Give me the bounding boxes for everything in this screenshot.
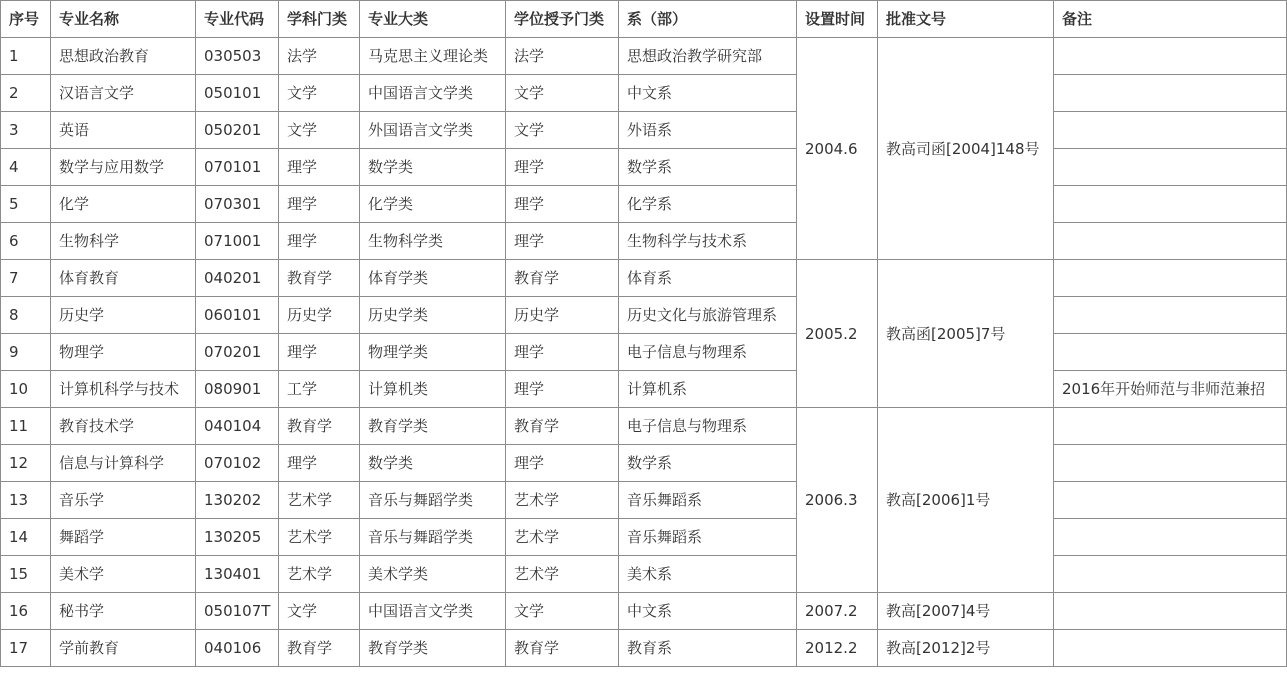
cell-no: 2 [1, 75, 51, 112]
header-no: 序号 [1, 1, 51, 38]
cell-major-name: 舞蹈学 [51, 519, 196, 556]
cell-note [1054, 149, 1287, 186]
cell-major-code: 071001 [196, 223, 279, 260]
header-degree: 学位授予门类 [506, 1, 619, 38]
header-code: 专业代码 [196, 1, 279, 38]
cell-degree: 艺术学 [506, 482, 619, 519]
cell-category: 马克思主义理论类 [360, 38, 506, 75]
cell-category: 化学类 [360, 186, 506, 223]
cell-major-code: 130401 [196, 556, 279, 593]
cell-no: 5 [1, 186, 51, 223]
cell-department: 中文系 [619, 75, 797, 112]
cell-department: 数学系 [619, 149, 797, 186]
table-row [1, 75, 1287, 112]
cell-discipline: 教育学 [279, 630, 360, 667]
cell-degree: 法学 [506, 38, 619, 75]
cell-discipline: 历史学 [279, 297, 360, 334]
cell-major-code: 130205 [196, 519, 279, 556]
cell-discipline: 文学 [279, 112, 360, 149]
cell-setup-date: 2005.2 [797, 260, 878, 408]
cell-major-code: 040104 [196, 408, 279, 445]
cell-department: 生物科学与技术系 [619, 223, 797, 260]
cell-note [1054, 260, 1287, 297]
cell-no: 9 [1, 334, 51, 371]
cell-category: 音乐与舞蹈学类 [360, 482, 506, 519]
cell-setup-date: 2012.2 [797, 630, 878, 667]
cell-major-code: 070201 [196, 334, 279, 371]
cell-note [1054, 75, 1287, 112]
cell-major-code: 130202 [196, 482, 279, 519]
cell-department: 音乐舞蹈系 [619, 519, 797, 556]
cell-no: 12 [1, 445, 51, 482]
cell-category: 体育学类 [360, 260, 506, 297]
cell-major-name: 英语 [51, 112, 196, 149]
cell-major-name: 数学与应用数学 [51, 149, 196, 186]
cell-setup-date: 2006.3 [797, 408, 878, 593]
table-row [1, 630, 1287, 667]
header-note: 备注 [1054, 1, 1287, 38]
cell-no: 14 [1, 519, 51, 556]
cell-major-code: 070301 [196, 186, 279, 223]
cell-discipline: 艺术学 [279, 519, 360, 556]
cell-major-code: 050201 [196, 112, 279, 149]
cell-approval-doc: 教高司函[2004]148号 [878, 38, 1054, 260]
cell-approval-doc: 教高[2012]2号 [878, 630, 1054, 667]
cell-major-name: 音乐学 [51, 482, 196, 519]
cell-department: 音乐舞蹈系 [619, 482, 797, 519]
cell-degree: 文学 [506, 593, 619, 630]
cell-major-name: 计算机科学与技术 [51, 371, 196, 408]
table-row [1, 556, 1287, 593]
cell-no: 4 [1, 149, 51, 186]
cell-note [1054, 593, 1287, 630]
cell-approval-doc: 教高[2006]1号 [878, 408, 1054, 593]
cell-degree: 理学 [506, 149, 619, 186]
cell-discipline: 文学 [279, 75, 360, 112]
cell-category: 计算机类 [360, 371, 506, 408]
cell-no: 17 [1, 630, 51, 667]
table-row [1, 186, 1287, 223]
cell-category: 中国语言文学类 [360, 75, 506, 112]
cell-no: 1 [1, 38, 51, 75]
header-dept: 系（部） [619, 1, 797, 38]
cell-discipline: 文学 [279, 593, 360, 630]
cell-degree: 理学 [506, 186, 619, 223]
cell-major-name: 秘书学 [51, 593, 196, 630]
cell-note [1054, 482, 1287, 519]
cell-setup-date: 2004.6 [797, 38, 878, 260]
cell-degree: 教育学 [506, 630, 619, 667]
cell-note [1054, 445, 1287, 482]
cell-no: 3 [1, 112, 51, 149]
cell-approval-doc: 教高[2007]4号 [878, 593, 1054, 630]
cell-major-name: 美术学 [51, 556, 196, 593]
cell-major-name: 生物科学 [51, 223, 196, 260]
cell-department: 化学系 [619, 186, 797, 223]
header-doc: 批准文号 [878, 1, 1054, 38]
table-body [1, 38, 1287, 667]
table-row [1, 593, 1287, 630]
cell-note [1054, 556, 1287, 593]
cell-discipline: 艺术学 [279, 482, 360, 519]
cell-major-name: 思想政治教育 [51, 38, 196, 75]
cell-major-code: 060101 [196, 297, 279, 334]
cell-major-name: 历史学 [51, 297, 196, 334]
header-row [1, 1, 1287, 38]
cell-no: 16 [1, 593, 51, 630]
cell-department: 数学系 [619, 445, 797, 482]
cell-department: 美术系 [619, 556, 797, 593]
cell-discipline: 法学 [279, 38, 360, 75]
cell-category: 教育学类 [360, 630, 506, 667]
cell-discipline: 理学 [279, 445, 360, 482]
cell-discipline: 理学 [279, 223, 360, 260]
cell-major-name: 教育技术学 [51, 408, 196, 445]
table-row [1, 334, 1287, 371]
cell-major-name: 汉语言文学 [51, 75, 196, 112]
cell-note [1054, 519, 1287, 556]
table-row [1, 371, 1287, 408]
cell-major-name: 物理学 [51, 334, 196, 371]
cell-major-code: 040201 [196, 260, 279, 297]
cell-note [1054, 186, 1287, 223]
cell-category: 生物科学类 [360, 223, 506, 260]
table-row [1, 38, 1287, 75]
cell-degree: 历史学 [506, 297, 619, 334]
cell-category: 中国语言文学类 [360, 593, 506, 630]
cell-note: 2016年开始师范与非师范兼招 [1054, 371, 1287, 408]
cell-major-code: 070101 [196, 149, 279, 186]
cell-no: 7 [1, 260, 51, 297]
table-row [1, 482, 1287, 519]
cell-major-code: 070102 [196, 445, 279, 482]
cell-department: 电子信息与物理系 [619, 408, 797, 445]
cell-department: 外语系 [619, 112, 797, 149]
cell-department: 思想政治教学研究部 [619, 38, 797, 75]
table-row [1, 260, 1287, 297]
cell-category: 历史学类 [360, 297, 506, 334]
cell-degree: 理学 [506, 445, 619, 482]
cell-note [1054, 630, 1287, 667]
cell-note [1054, 223, 1287, 260]
cell-approval-doc: 教高函[2005]7号 [878, 260, 1054, 408]
table-row [1, 297, 1287, 334]
cell-note [1054, 408, 1287, 445]
cell-no: 13 [1, 482, 51, 519]
cell-department: 电子信息与物理系 [619, 334, 797, 371]
table-row [1, 445, 1287, 482]
header-date: 设置时间 [797, 1, 878, 38]
cell-discipline: 理学 [279, 186, 360, 223]
cell-no: 8 [1, 297, 51, 334]
cell-degree: 理学 [506, 223, 619, 260]
cell-category: 数学类 [360, 149, 506, 186]
cell-discipline: 理学 [279, 334, 360, 371]
cell-major-code: 080901 [196, 371, 279, 408]
cell-discipline: 理学 [279, 149, 360, 186]
cell-no: 15 [1, 556, 51, 593]
cell-discipline: 教育学 [279, 260, 360, 297]
cell-degree: 艺术学 [506, 556, 619, 593]
cell-category: 美术学类 [360, 556, 506, 593]
cell-note [1054, 297, 1287, 334]
cell-degree: 教育学 [506, 260, 619, 297]
table-row [1, 223, 1287, 260]
cell-setup-date: 2007.2 [797, 593, 878, 630]
cell-degree: 教育学 [506, 408, 619, 445]
cell-note [1054, 112, 1287, 149]
cell-discipline: 教育学 [279, 408, 360, 445]
table-row [1, 408, 1287, 445]
header-discipline: 学科门类 [279, 1, 360, 38]
cell-degree: 艺术学 [506, 519, 619, 556]
table-row [1, 149, 1287, 186]
cell-degree: 理学 [506, 371, 619, 408]
cell-category: 音乐与舞蹈学类 [360, 519, 506, 556]
cell-department: 体育系 [619, 260, 797, 297]
cell-no: 10 [1, 371, 51, 408]
cell-major-name: 学前教育 [51, 630, 196, 667]
cell-department: 教育系 [619, 630, 797, 667]
cell-degree: 理学 [506, 334, 619, 371]
cell-category: 外国语言文学类 [360, 112, 506, 149]
cell-discipline: 艺术学 [279, 556, 360, 593]
header-name: 专业名称 [51, 1, 196, 38]
cell-no: 11 [1, 408, 51, 445]
cell-major-code: 050101 [196, 75, 279, 112]
cell-department: 计算机系 [619, 371, 797, 408]
cell-category: 教育学类 [360, 408, 506, 445]
table-row [1, 112, 1287, 149]
cell-note [1054, 334, 1287, 371]
cell-category: 数学类 [360, 445, 506, 482]
cell-major-name: 体育教育 [51, 260, 196, 297]
cell-degree: 文学 [506, 75, 619, 112]
cell-major-code: 050107T [196, 593, 279, 630]
cell-major-name: 信息与计算科学 [51, 445, 196, 482]
table-row [1, 519, 1287, 556]
cell-note [1054, 38, 1287, 75]
cell-department: 中文系 [619, 593, 797, 630]
cell-major-code: 030503 [196, 38, 279, 75]
cell-no: 6 [1, 223, 51, 260]
cell-category: 物理学类 [360, 334, 506, 371]
table-header [1, 1, 1287, 38]
cell-discipline: 工学 [279, 371, 360, 408]
cell-major-code: 040106 [196, 630, 279, 667]
cell-major-name: 化学 [51, 186, 196, 223]
cell-degree: 文学 [506, 112, 619, 149]
header-category: 专业大类 [360, 1, 506, 38]
cell-department: 历史文化与旅游管理系 [619, 297, 797, 334]
